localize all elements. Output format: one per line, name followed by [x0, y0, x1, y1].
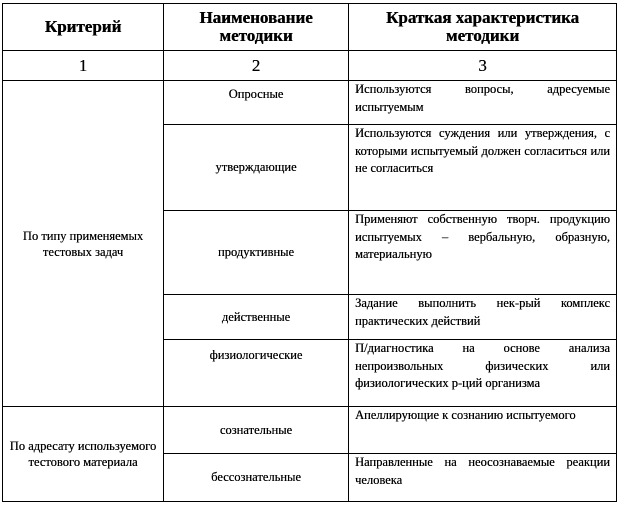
method-description: П/диагностика на основе анализа непроизвольных физических или физиологических р-ций организма	[349, 340, 617, 407]
method-description: Апеллирующие к сознанию испытуемого	[349, 407, 617, 454]
header-row	[3, 4, 617, 51]
method-name: сознательные	[164, 407, 349, 454]
methods-table	[2, 3, 617, 502]
column-number-3: 3	[349, 51, 617, 81]
method-description: Используются суждения или утверждения, с которыми испытуемый должен согласиться или не согласиться	[349, 125, 617, 211]
header-method-name: Наименование методики	[164, 4, 349, 51]
method-name: утверждающие	[164, 125, 349, 211]
method-description: Направленные на неосознаваемые реакции человека	[349, 454, 617, 502]
method-name: действенные	[164, 295, 349, 340]
method-name: бессознательные	[164, 454, 349, 502]
header-method-description: Краткая характеристика методики	[349, 4, 617, 51]
header-criterion: Критерий	[3, 4, 164, 51]
method-name: продуктивные	[164, 211, 349, 295]
column-number-2: 2	[164, 51, 349, 81]
column-number-1: 1	[3, 51, 164, 81]
criterion-material-addressee: По адресату используемого тестового материала	[3, 407, 164, 502]
method-name: Опросные	[164, 81, 349, 125]
table-row	[3, 81, 617, 125]
method-description: Применяют собственную творч. продукцию испытуемых – вербальную, образную, материальную	[349, 211, 617, 295]
column-number-row	[3, 51, 617, 81]
method-description: Задание выполнить нек-рый комплекс практических действий	[349, 295, 617, 340]
method-description: Используются вопросы, адресуемые испытуемым	[349, 81, 617, 125]
criterion-task-type: По типу применяемых тестовых задач	[3, 81, 164, 407]
table-row	[3, 407, 617, 454]
method-name: физиологические	[164, 340, 349, 407]
